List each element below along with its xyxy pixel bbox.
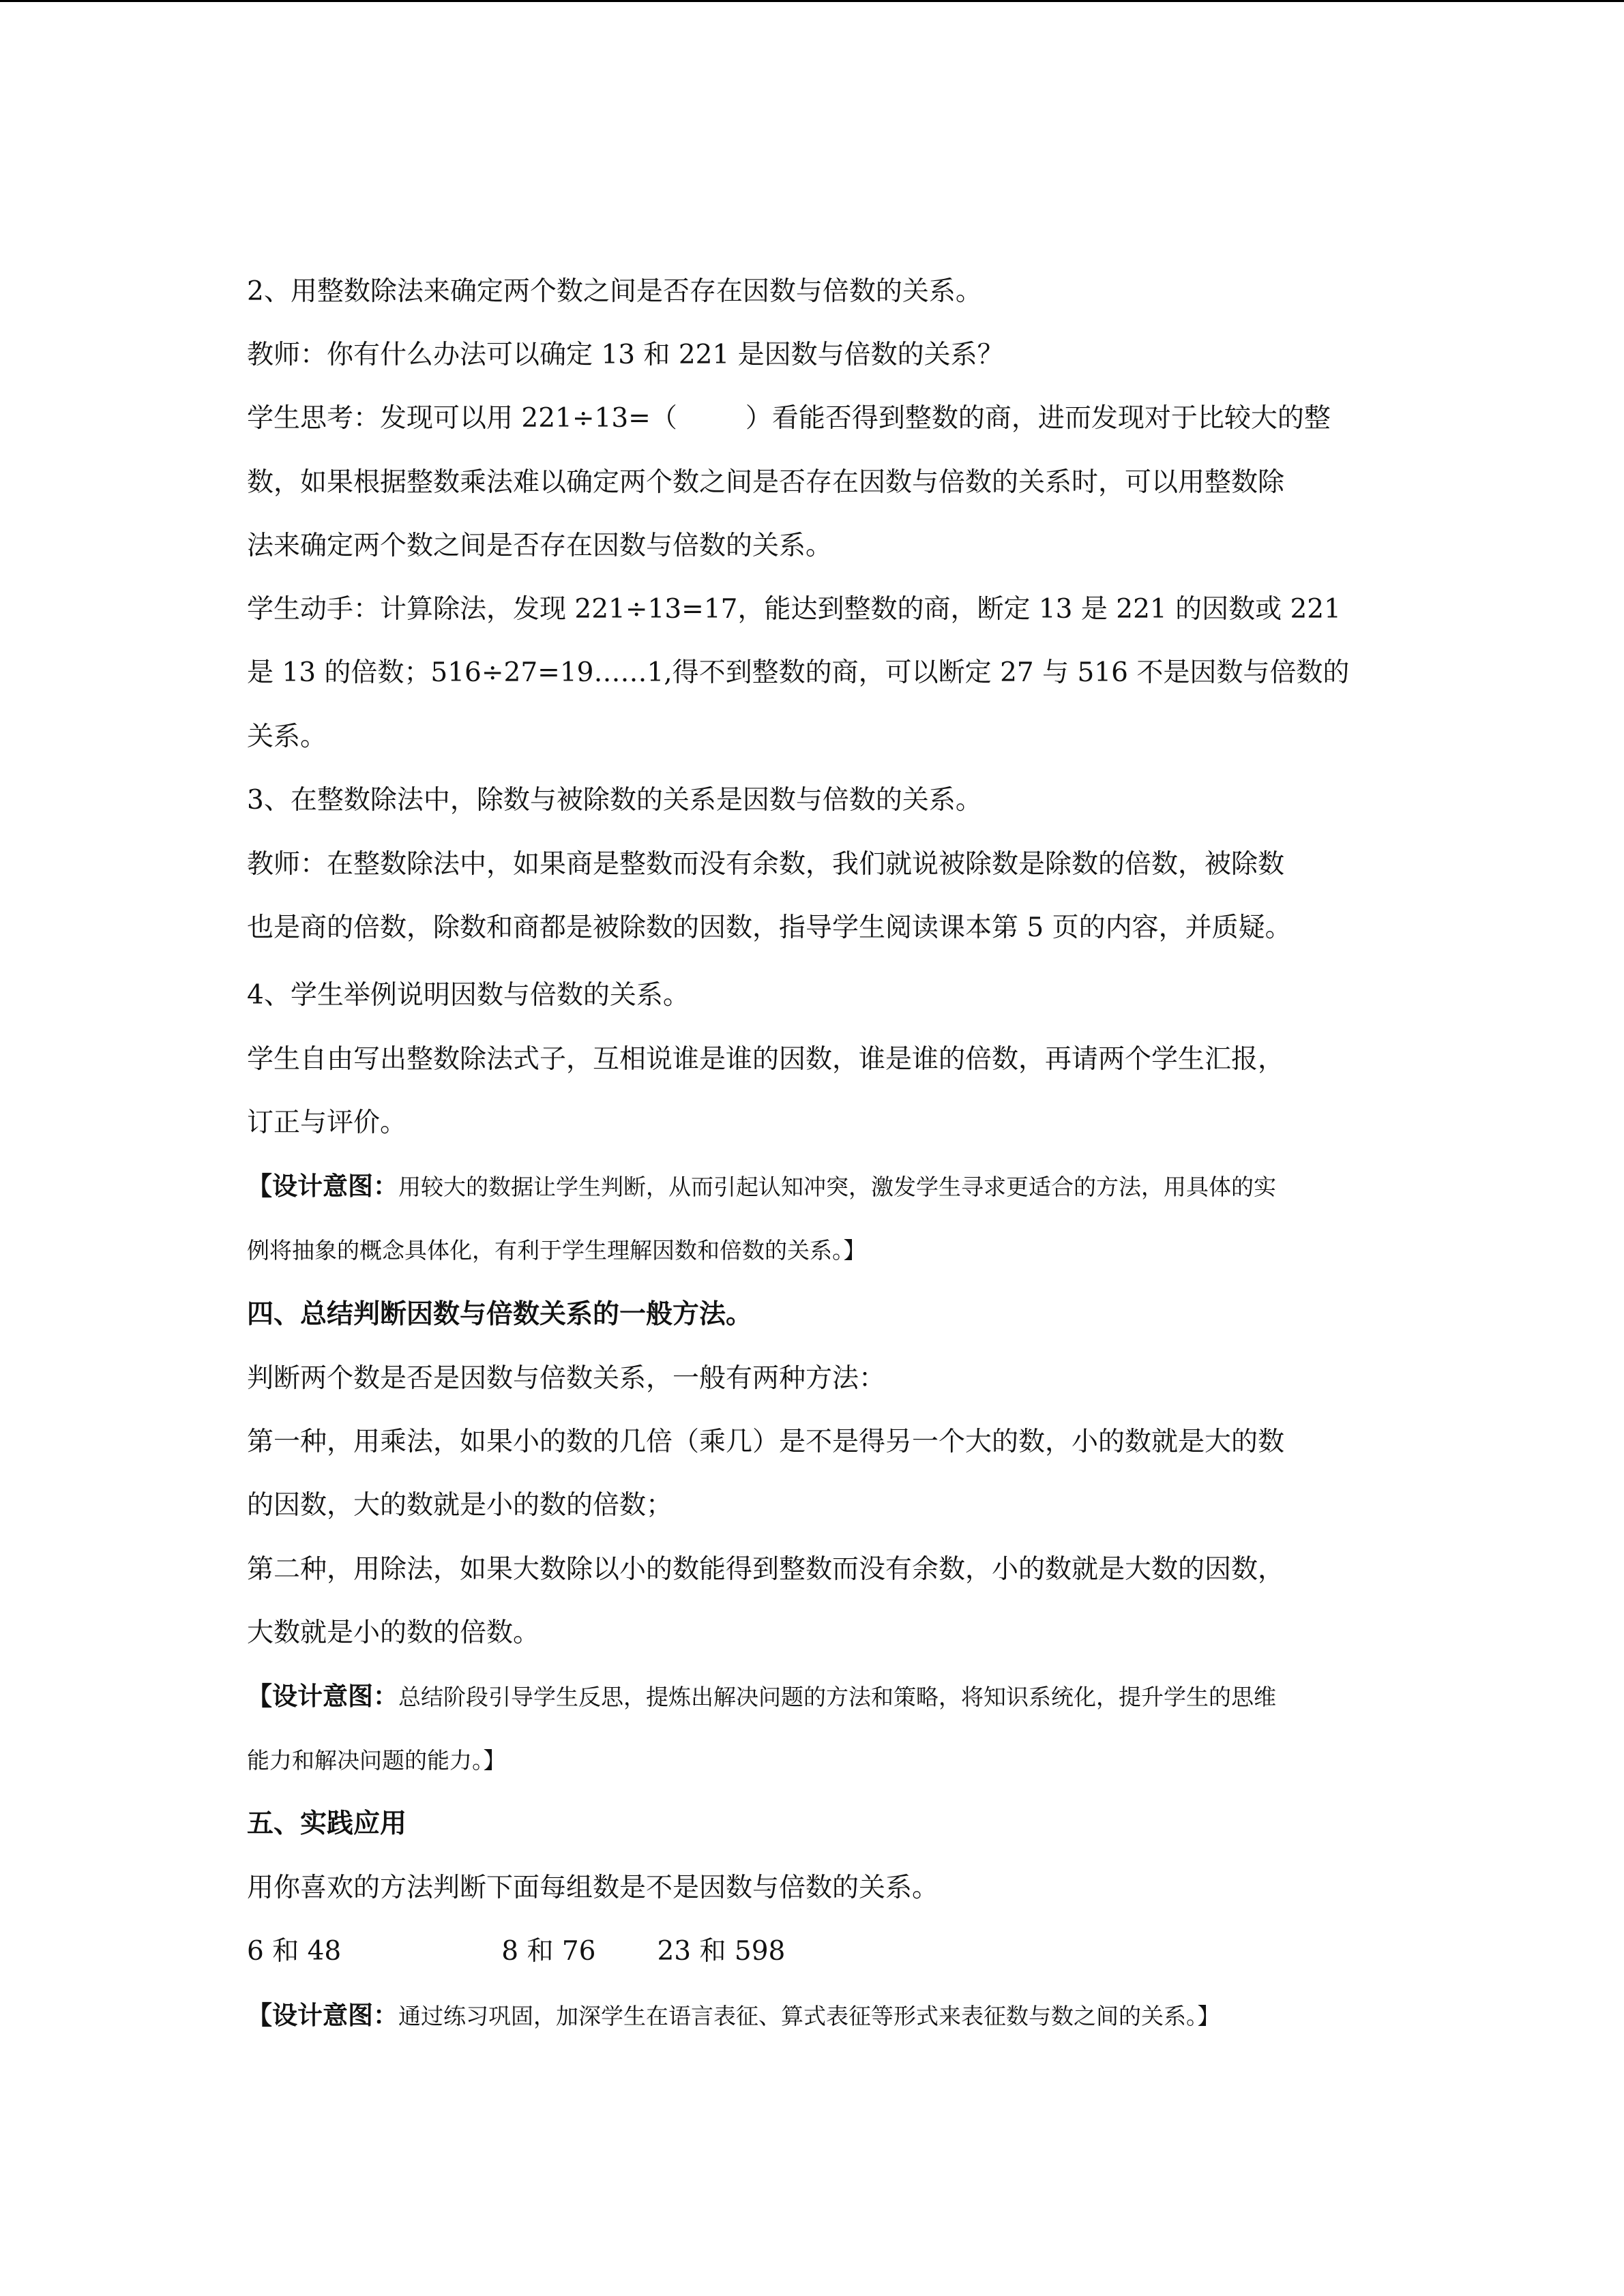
section-4-text-line-2 <box>247 1105 407 1141</box>
design-note-2-line-2 <box>247 1743 506 1778</box>
design-note-3-line <box>247 1998 1220 2034</box>
part-5-heading-text: 五、实践应用 <box>247 1808 407 1839</box>
section-2-teacher-line <box>247 338 1004 373</box>
section-3-heading <box>247 783 982 818</box>
design-note-3-text: 通过练习巩固，加深学生在语言表征、算式表征等形式来表征数与数之间的关系。】 <box>398 2003 1220 2029</box>
design-note-3-tag: 【设计意图： <box>247 2001 398 2030</box>
section-3-teacher-text-2: 也是商的倍数，除数和商都是被除数的因数，指导学生阅读课本第 5 页的内容，并质疑。 <box>247 912 1292 943</box>
method-1-text-1: 第一种，用乘法，如果小的数的几倍（乘几）是不是得另一个大的数，小的数就是大的数 <box>247 1427 1285 1457</box>
design-note-2-line-1 <box>247 1679 1276 1715</box>
section-4-heading <box>247 978 690 1013</box>
part-4-method-1-line-1 <box>247 1425 1284 1460</box>
part-5-task-text: 用你喜欢的方法判断下面每组数是不是因数与倍数的关系。 <box>247 1873 939 1903</box>
design-note-2-tag: 【设计意图： <box>247 1682 398 1711</box>
part-4-method-2-line-1 <box>247 1552 1284 1587</box>
student-act-text-1: 学生动手：计算除法，发现 221÷13=17，能达到整数的商，断定 13 是 221 的因数或 221 <box>247 594 1341 625</box>
part-4-heading <box>247 1297 752 1332</box>
number-pair-1: 6 和 48 <box>247 1936 342 1967</box>
section-2-student-act-line-3 <box>247 719 327 755</box>
student-act-text-2: 是 13 的倍数；516÷27=19……1,得不到整数的商，可以断定 27 与 516 不是因数与倍数的 <box>247 657 1350 688</box>
section-2-student-think-line-1 <box>247 401 1331 436</box>
section-2-student-act-line-1 <box>247 592 1341 627</box>
section-2-student-act-line-2 <box>247 655 1349 691</box>
student-think-text-2: 数，如果根据整数乘法难以确定两个数之间是否存在因数与倍数的关系时，可以用整数除 <box>247 467 1285 498</box>
section-2-student-think-line-3 <box>247 528 832 564</box>
number-pair-3: 23 和 598 <box>657 1936 786 1967</box>
section-4-text-line-1 <box>247 1042 1284 1077</box>
section-2-heading-text: 2、用整数除法来确定两个数之间是否存在因数与倍数的关系。 <box>247 276 982 307</box>
part-4-heading-text: 四、总结判断因数与倍数关系的一般方法。 <box>247 1299 753 1330</box>
section-3-heading-text: 3、在整数除法中，除数与被除数的关系是因数与倍数的关系。 <box>247 785 982 816</box>
part-5-heading <box>247 1806 407 1842</box>
section-3-teacher-line-1 <box>247 847 1284 882</box>
part-4-intro-line <box>247 1361 885 1397</box>
student-think-text-3: 法来确定两个数之间是否存在因数与倍数的关系。 <box>247 531 833 561</box>
design-note-1-tag: 【设计意图： <box>247 1172 398 1201</box>
section-4-text-1: 学生自由写出整数除法式子，互相说谁是谁的因数，谁是谁的倍数，再请两个学生汇报， <box>247 1044 1285 1075</box>
design-note-1-text-2: 例将抽象的概念具体化，有利于学生理解因数和倍数的关系。】 <box>247 1237 866 1264</box>
part-5-task-line <box>247 1870 939 1906</box>
teacher-question: 教师：你有什么办法可以确定 13 和 221 是因数与倍数的关系？ <box>247 340 1004 370</box>
section-2-student-think-line-2 <box>247 465 1284 501</box>
student-think-part-b: ）看能否得到整数的商，进而发现对于比较大的整 <box>745 403 1331 434</box>
section-4-text-2: 订正与评价。 <box>247 1107 407 1138</box>
method-1-text-2: 的因数，大的数就是小的数的倍数； <box>247 1490 673 1521</box>
design-note-1-text-1: 用较大的数据让学生判断，从而引起认知冲突，激发学生寻求更适合的方法，用具体的实 <box>398 1174 1276 1200</box>
number-pair-2: 8 和 76 <box>501 1936 596 1967</box>
section-2-heading <box>247 274 982 310</box>
part-4-method-2-line-2 <box>247 1615 540 1651</box>
part-4-method-1-line-2 <box>247 1488 673 1523</box>
design-note-2-text-2: 能力和解决问题的能力。】 <box>247 1747 506 1774</box>
section-3-teacher-text-1: 教师：在整数除法中，如果商是整数而没有余数，我们就说被除数是除数的倍数，被除数 <box>247 849 1285 880</box>
part-5-pairs-line <box>247 1934 785 1969</box>
student-think-part-a: 学生思考：发现可以用 221÷13=（ <box>247 403 677 434</box>
section-3-teacher-line-2 <box>247 910 1292 946</box>
design-note-2-text-1: 总结阶段引导学生反思，提炼出解决问题的方法和策略，将知识系统化，提升学生的思维 <box>398 1684 1276 1710</box>
section-4-heading-text: 4、学生举例说明因数与倍数的关系。 <box>247 980 690 1011</box>
method-2-text-1: 第二种，用除法，如果大数除以小的数能得到整数而没有余数，小的数就是大数的因数， <box>247 1554 1285 1585</box>
student-act-text-3: 关系。 <box>247 721 327 752</box>
design-note-1-line-1 <box>247 1169 1276 1205</box>
method-2-text-2: 大数就是小的数的倍数。 <box>247 1617 540 1648</box>
design-note-1-line-2 <box>247 1233 866 1268</box>
part-4-intro-text: 判断两个数是否是因数与倍数关系，一般有两种方法： <box>247 1363 886 1394</box>
